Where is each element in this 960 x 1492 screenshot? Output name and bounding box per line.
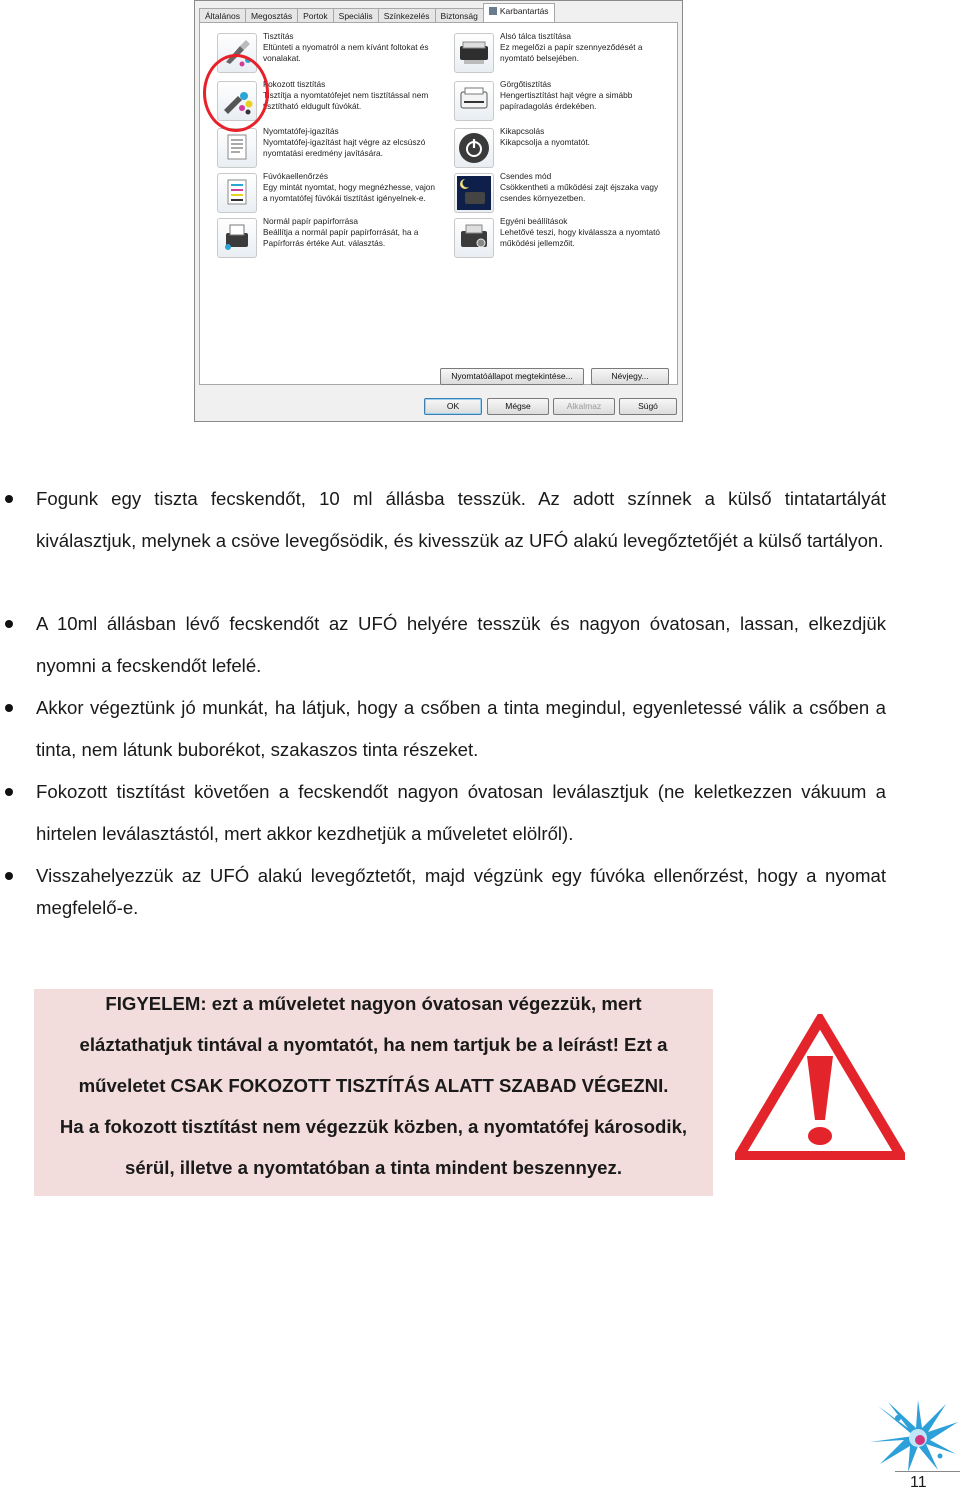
tab-color-management[interactable]: Színkezelés	[378, 8, 436, 23]
maintenance-panel	[199, 22, 678, 385]
splash-logo	[868, 1398, 960, 1474]
paper-source-desc: Beállítja a normál papír papírforrását, ha a Papírforrás értéke Aut. választás.	[263, 227, 419, 248]
tab-general[interactable]: Általános	[199, 8, 246, 23]
quiet-mode-title: Csendes mód	[500, 171, 552, 181]
power-icon[interactable]	[454, 128, 494, 168]
bullet-icon	[5, 704, 13, 712]
roller-cleaning-desc: Hengertisztítást hajt végre a simább papíradagolás érdekében.	[500, 90, 633, 111]
page-number: 11	[910, 1474, 927, 1491]
tab-bar	[199, 5, 678, 23]
bullet-icon	[5, 872, 13, 880]
bottom-plate-title: Alsó tálca tisztítása	[500, 31, 572, 41]
list-item	[36, 603, 886, 687]
footer-rule	[895, 1471, 960, 1472]
tab-maintenance-label: Karbantartás	[499, 6, 549, 16]
warning-line: Ha a fokozott tisztítást nem végezzük közben, a nyomtatófej károsodik,	[59, 1116, 688, 1137]
list-item-text: Visszahelyezzük az UFÓ alakú levegőztetőt, majd végzünk egy fúvóka ellenőrzést, hogy a nyomat megfelelő-e.	[36, 865, 886, 918]
list-item	[36, 860, 886, 924]
tab-advanced[interactable]: Speciális	[333, 8, 379, 23]
paper-source-icon[interactable]	[217, 218, 257, 258]
nozzle-check-title: Fúvókaellenőrzés	[263, 171, 329, 181]
deep-cleaning-title: Fokozott tisztítás	[263, 79, 326, 89]
roller-cleaning-title: Görgőtisztítás	[500, 79, 552, 89]
warning-box	[34, 989, 713, 1196]
alignment-title: Nyomtatófej-igazítás	[263, 126, 339, 136]
bullet-icon	[5, 620, 13, 628]
about-button[interactable]: Névjegy...	[591, 368, 669, 385]
highlight-circle	[203, 54, 269, 132]
cleaning-desc: Eltünteti a nyomatról a nem kívánt foltokat és vonalakat.	[263, 42, 429, 63]
custom-settings-icon[interactable]	[454, 218, 494, 258]
list-item-text: A 10ml állásban lévő fecskendőt az UFÓ helyére tesszük és nagyon óvatosan, lassan, elkezdjük nyomni a fecskendőt lefelé.	[36, 613, 886, 676]
warning-line: műveletet CSAK FOKOZOTT TISZTÍTÁS ALATT SZABAD VÉGEZNI.	[78, 1075, 669, 1096]
apply-button[interactable]: Alkalmaz	[553, 398, 615, 415]
printer-properties-dialog	[194, 0, 683, 422]
print-head-alignment-icon[interactable]	[217, 128, 257, 168]
quiet-mode-icon[interactable]	[454, 173, 494, 213]
paper-source-title: Normál papír papírforrása	[263, 216, 358, 226]
deep-cleaning-desc: Tisztítja a nyomtatófejet nem tisztítással nem tisztítható eldugult fúvókát.	[263, 90, 429, 111]
custom-settings-title: Egyéni beállítások	[500, 216, 568, 226]
custom-settings-desc: Lehetővé teszi, hogy kiválassza a nyomtató működési jellemzőit.	[500, 227, 661, 248]
power-off-title: Kikapcsolás	[500, 126, 545, 136]
ok-button[interactable]: OK	[424, 398, 482, 415]
tab-ports[interactable]: Portok	[297, 8, 334, 23]
warning-line: sérül, illetve a nyomtatóban a tinta mindent beszennyez.	[125, 1157, 622, 1178]
roller-cleaning-icon[interactable]	[454, 81, 494, 121]
tab-security[interactable]: Biztonság	[435, 8, 484, 23]
warning-triangle-icon	[735, 1014, 905, 1160]
list-item-text: Fogunk egy tiszta fecskendőt, 10 ml állásba tesszük. Az adott színnek a külső tintatartályát kiválasztjuk, melynek a csöve levegősödik, és kivesszük az UFÓ alakú levegőztetőjét a külső tartályon.	[36, 488, 886, 551]
list-item-text: Fokozott tisztítást követően a fecskendőt nagyon óvatosan leválasztjuk (ne keletkezzen vákuum a hirtelen leválasztástól, mert akkor kezdhetjük a műveletet elölről).	[36, 781, 886, 844]
cleaning-title: Tisztítás	[263, 31, 294, 41]
bullet-icon	[5, 495, 13, 503]
warning-line: FIGYELEM: ezt a műveletet nagyon óvatosan végezzük, mert	[105, 993, 642, 1014]
tab-maintenance[interactable]	[483, 3, 555, 23]
alignment-desc: Nyomtatófej-igazítást hajt végre az elcsúszó nyomtatási eredmény javítására.	[263, 137, 426, 158]
bottom-plate-desc: Ez megelőzi a papír szennyeződését a nyomtató belsejében.	[500, 42, 643, 63]
tab-sharing[interactable]: Megosztás	[245, 8, 298, 23]
help-button[interactable]: Súgó	[619, 398, 677, 415]
maintenance-tab-icon	[489, 7, 497, 15]
warning-line: eláztathatjuk tintával a nyomtatót, ha nem tartjuk be a leírást! Ezt a	[79, 1034, 668, 1055]
list-item-text: Akkor végeztünk jó munkát, ha látjuk, hogy a csőben a tinta megindul, egyenletessé válik a csőben a tinta, nem látunk buborékot, szakaszos tinta részeket.	[36, 697, 886, 760]
list-item	[36, 687, 886, 771]
nozzle-check-icon[interactable]	[217, 173, 257, 213]
cancel-button[interactable]: Mégse	[487, 398, 549, 415]
quiet-mode-desc: Csökkentheti a működési zajt éjszaka vagy csendes környezetben.	[500, 182, 659, 203]
nozzle-check-desc: Egy mintát nyomtat, hogy megnézhesse, vajon a nyomtatófej fúvókái tisztítást igényelnek-e.	[263, 182, 436, 203]
list-item	[36, 771, 886, 855]
bullet-icon	[5, 788, 13, 796]
power-off-desc: Kikapcsolja a nyomtatót.	[500, 137, 590, 147]
bottom-plate-cleaning-icon[interactable]	[454, 33, 494, 73]
list-item	[36, 478, 886, 562]
view-printer-status-button[interactable]: Nyomtatóállapot megtekintése...	[440, 368, 584, 385]
